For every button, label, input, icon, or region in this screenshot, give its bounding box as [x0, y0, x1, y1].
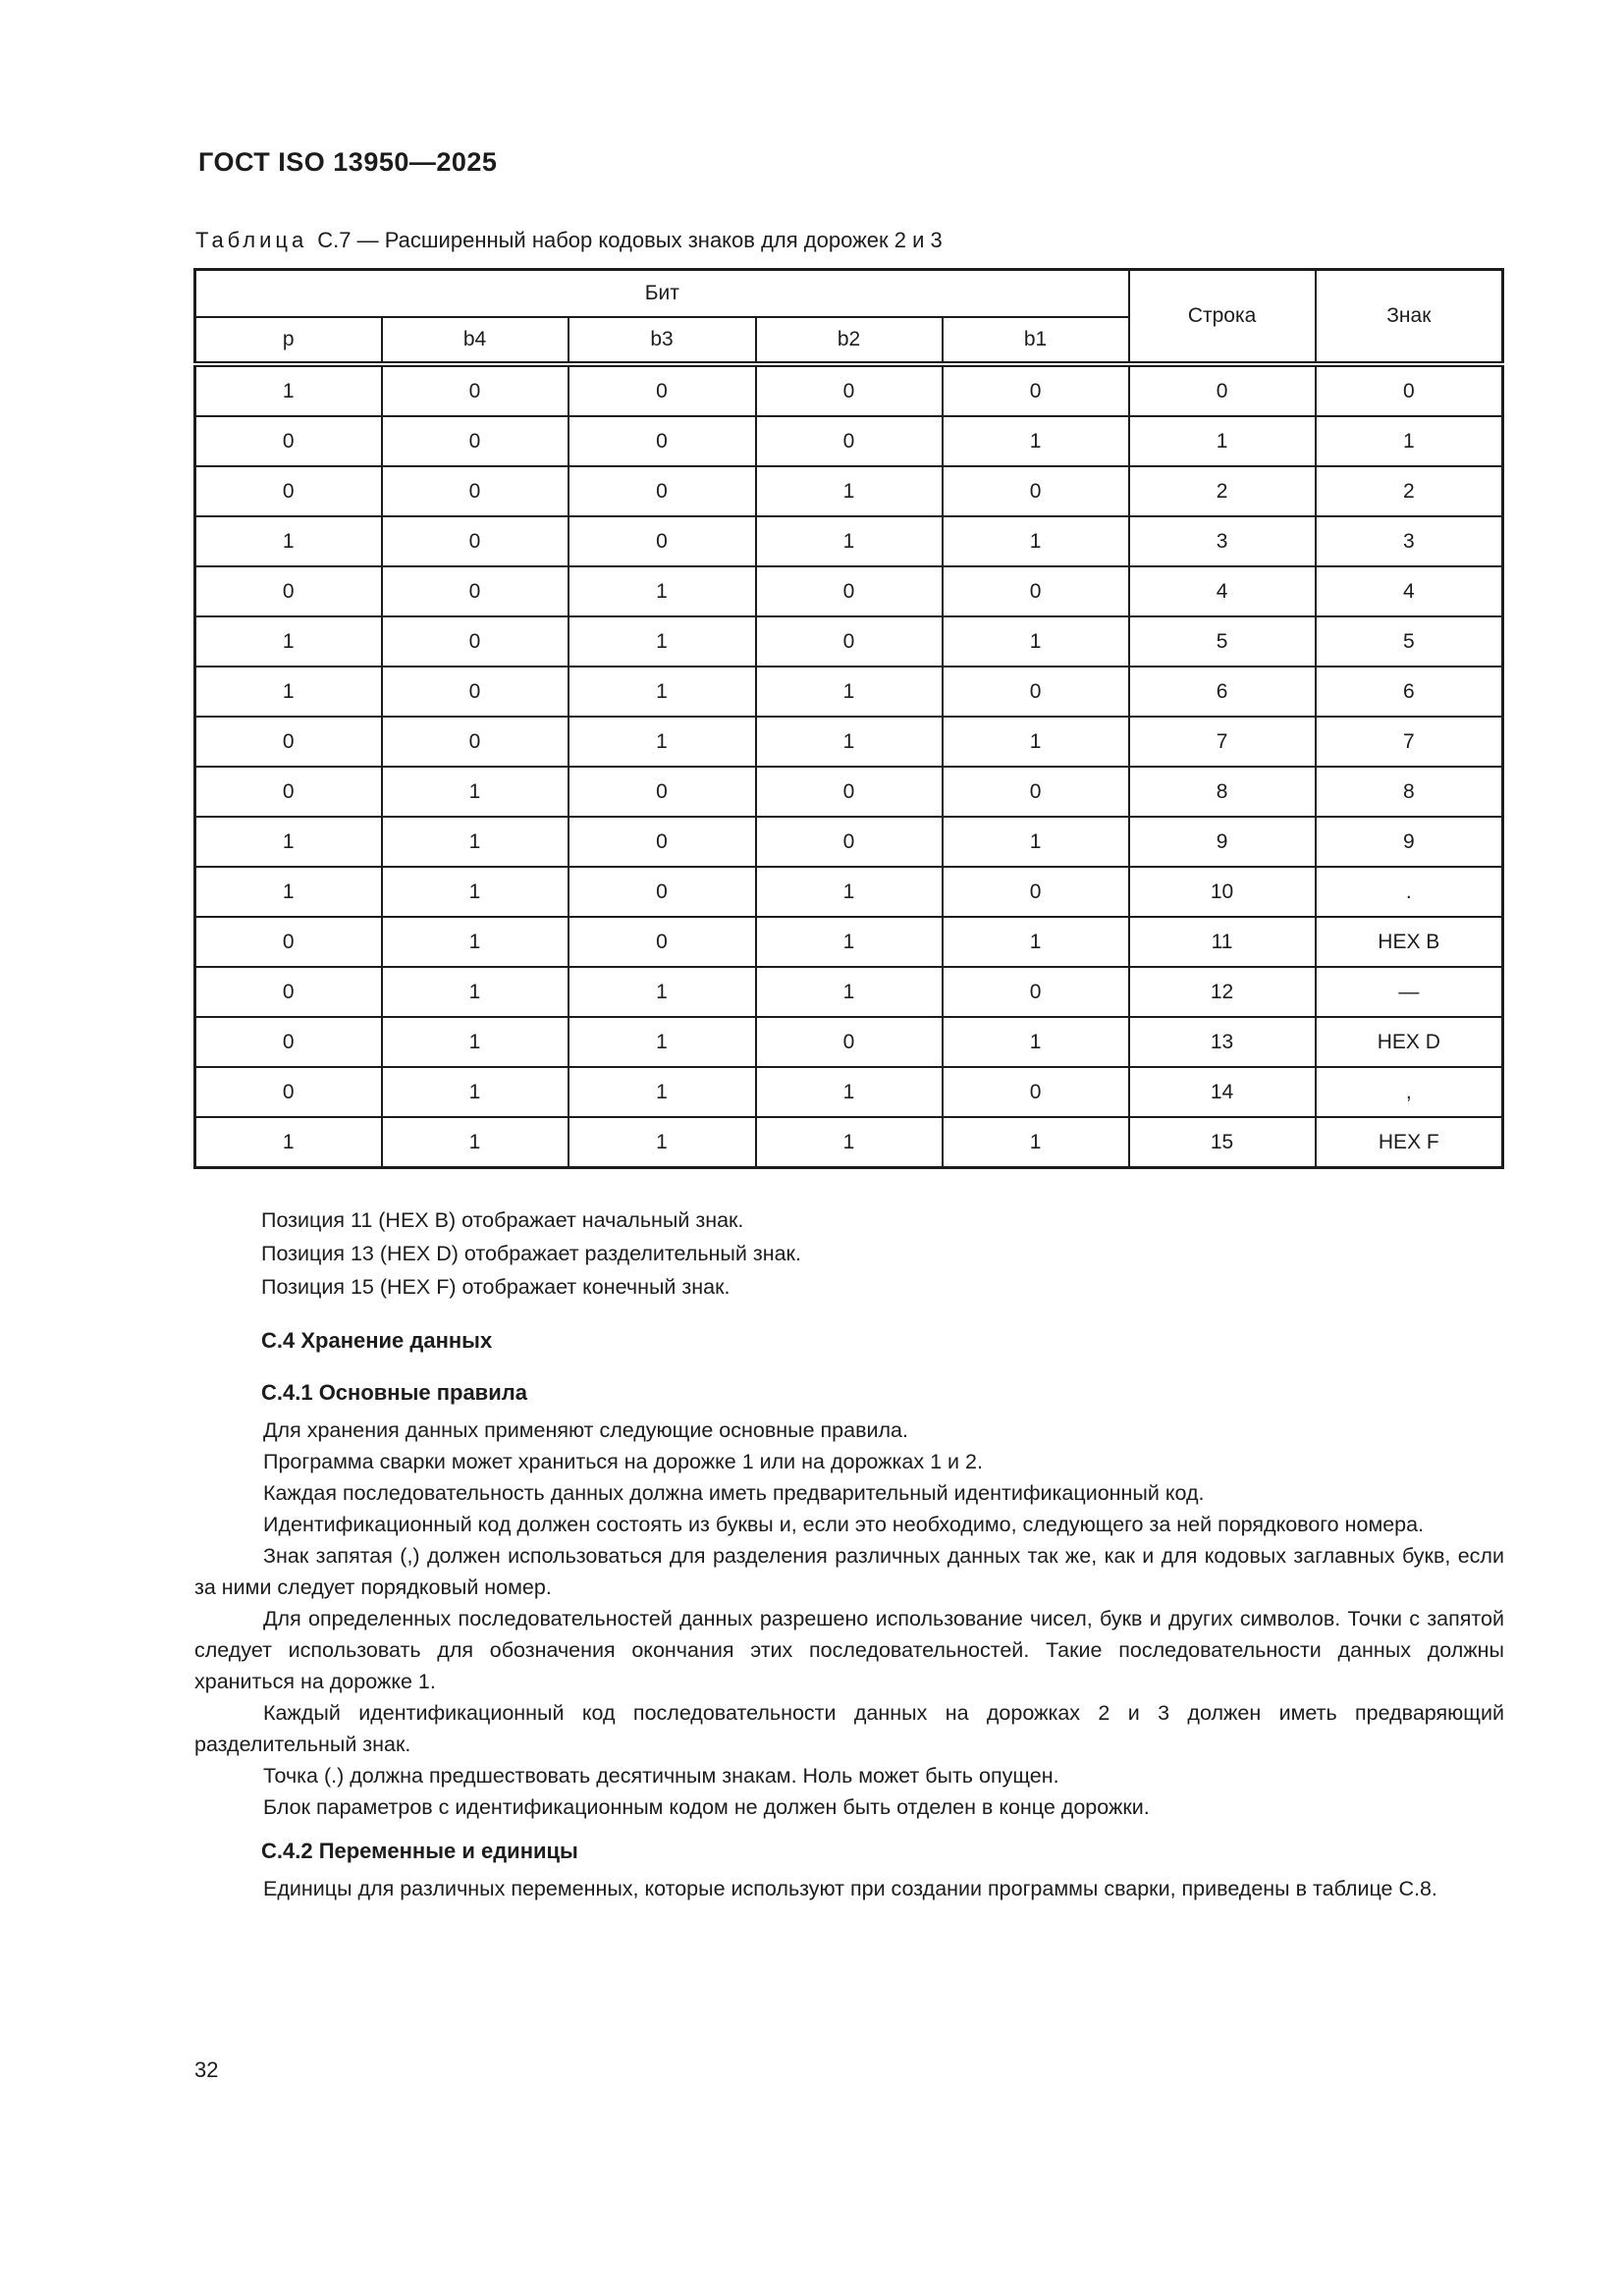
- table-cell: 1: [382, 917, 568, 967]
- table-row: [195, 616, 1503, 667]
- table-cell: 7: [1129, 717, 1316, 767]
- section-c42: [194, 1836, 1504, 1904]
- table-cell: 1: [568, 566, 756, 616]
- table-cell: 0: [943, 967, 1129, 1017]
- table-cell: 1: [756, 516, 943, 566]
- table-cell: 0: [195, 1017, 382, 1067]
- table-cell: 1: [943, 416, 1129, 466]
- table-cell: 1: [195, 667, 382, 717]
- col-header-bit: Бит: [195, 270, 1129, 318]
- table-cell: 0: [382, 566, 568, 616]
- table-cell: HEX B: [1316, 917, 1503, 967]
- section-paragraphs: [194, 1873, 1504, 1904]
- note-line: Позиция 11 (HEX B) отображает начальный знак.: [261, 1208, 744, 1232]
- table-cell: 6: [1316, 667, 1503, 717]
- table-cell: 1: [943, 917, 1129, 967]
- table-row: [195, 867, 1503, 917]
- table-row: [195, 817, 1503, 867]
- table-cell: 1: [568, 967, 756, 1017]
- table-cell: 1: [568, 1017, 756, 1067]
- paragraph: Программа сварки может храниться на дорожке 1 или на дорожках 1 и 2.: [263, 1450, 983, 1473]
- table-cell: HEX F: [1316, 1117, 1503, 1168]
- paragraph: Точка (.) должна предшествовать десятичным знакам. Ноль может быть опущен.: [263, 1764, 1059, 1788]
- table-cell: 0: [568, 867, 756, 917]
- table-cell: 1: [756, 466, 943, 516]
- table-cell: 1: [943, 516, 1129, 566]
- note-line: Позиция 15 (HEX F) отображает конечный знак.: [261, 1275, 731, 1299]
- code-table-container: [193, 268, 1503, 1169]
- table-cell: 1: [943, 616, 1129, 667]
- table-cell: 1: [382, 867, 568, 917]
- table-header-row-group: [195, 270, 1503, 318]
- table-cell: 0: [1129, 364, 1316, 416]
- table-cell: 9: [1316, 817, 1503, 867]
- table-row: [195, 1117, 1503, 1168]
- table-cell: 0: [195, 416, 382, 466]
- document-title: ГОСТ ISO 13950—2025: [198, 147, 498, 177]
- table-cell: 1: [756, 1117, 943, 1168]
- col-header-stroka: Строка: [1129, 270, 1316, 365]
- col-header-p: p: [195, 317, 382, 364]
- table-cell: 1: [382, 817, 568, 867]
- table-cell: 0: [568, 516, 756, 566]
- table-row: [195, 967, 1503, 1017]
- table-row: [195, 416, 1503, 466]
- table-cell: 1: [756, 717, 943, 767]
- table-row: [195, 364, 1503, 416]
- table-cell: 1: [195, 1117, 382, 1168]
- table-cell: 0: [756, 616, 943, 667]
- table-cell: .: [1316, 867, 1503, 917]
- page-number: 32: [194, 2057, 219, 2082]
- paragraph: Идентификационный код должен состоять из буквы и, если это необходимо, следующего за ней порядкового номера.: [263, 1513, 1425, 1536]
- table-cell: 13: [1129, 1017, 1316, 1067]
- table-cell: 2: [1316, 466, 1503, 516]
- table-cell: 0: [943, 466, 1129, 516]
- table-cell: 0: [382, 717, 568, 767]
- table-row: [195, 917, 1503, 967]
- table-row: [195, 1017, 1503, 1067]
- table-cell: 1: [568, 1067, 756, 1117]
- table-row: [195, 717, 1503, 767]
- table-cell: 1: [943, 717, 1129, 767]
- table-notes: [261, 1203, 1504, 1304]
- table-cell: 0: [943, 667, 1129, 717]
- table-cell: 0: [756, 1017, 943, 1067]
- table-cell: 0: [756, 416, 943, 466]
- table-cell: 1: [1316, 416, 1503, 466]
- table-cell: 0: [568, 416, 756, 466]
- table-cell: 1: [195, 616, 382, 667]
- table-cell: 0: [382, 616, 568, 667]
- table-cell: 0: [382, 667, 568, 717]
- table-cell: 0: [195, 466, 382, 516]
- code-table-head: [195, 270, 1503, 365]
- col-header-b1: b1: [943, 317, 1129, 364]
- table-cell: 0: [195, 967, 382, 1017]
- table-cell: 0: [568, 767, 756, 817]
- table-cell: 1: [756, 1067, 943, 1117]
- table-cell: 0: [195, 717, 382, 767]
- table-row: [195, 1067, 1503, 1117]
- table-cell: 0: [195, 566, 382, 616]
- table-cell: 1: [195, 867, 382, 917]
- table-cell: 1: [195, 516, 382, 566]
- table-cell: 0: [756, 817, 943, 867]
- table-cell: 10: [1129, 867, 1316, 917]
- paragraph: Единицы для различных переменных, которые используют при создании программы сварки, приведены в таблице С.8.: [263, 1877, 1437, 1900]
- table-cell: 1: [756, 667, 943, 717]
- table-cell: 0: [195, 917, 382, 967]
- col-header-znak: Знак: [1316, 270, 1503, 365]
- note-line: Позиция 13 (HEX D) отображает разделительный знак.: [261, 1242, 801, 1265]
- code-table-body: [195, 364, 1503, 1168]
- table-cell: —: [1316, 967, 1503, 1017]
- table-cell: HEX D: [1316, 1017, 1503, 1067]
- table-row: [195, 667, 1503, 717]
- table-cell: 0: [195, 1067, 382, 1117]
- table-row: [195, 466, 1503, 516]
- table-cell: 8: [1316, 767, 1503, 817]
- table-cell: 0: [943, 867, 1129, 917]
- table-cell: 0: [756, 566, 943, 616]
- table-cell: 0: [756, 767, 943, 817]
- table-cell: 7: [1316, 717, 1503, 767]
- table-cell: 1: [943, 817, 1129, 867]
- table-cell: 1: [568, 1117, 756, 1168]
- code-table: [193, 268, 1504, 1169]
- table-cell: 0: [756, 364, 943, 416]
- section-c4: [194, 1325, 1504, 1357]
- table-cell: 1: [568, 717, 756, 767]
- table-cell: 0: [943, 566, 1129, 616]
- table-caption-label: Таблица: [195, 228, 308, 252]
- table-cell: 1: [1129, 416, 1316, 466]
- table-cell: 0: [943, 364, 1129, 416]
- table-cell: 6: [1129, 667, 1316, 717]
- table-cell: 1: [568, 616, 756, 667]
- section-heading-c41: С.4.1 Основные правила: [261, 1380, 527, 1405]
- table-cell: 1: [382, 1067, 568, 1117]
- table-cell: 0: [195, 767, 382, 817]
- col-header-b3: b3: [568, 317, 756, 364]
- paragraph: Для определенных последовательностей данных разрешено использование чисел, букв и других символов. Точки с запятой следует использовать для обозначения окончания этих последовательностей. Такие последовательности данных должны храниться на дорожке 1.: [194, 1607, 1504, 1693]
- table-cell: 1: [195, 817, 382, 867]
- table-cell: 5: [1316, 616, 1503, 667]
- table-cell: 8: [1129, 767, 1316, 817]
- paragraph: Каждая последовательность данных должна иметь предварительный идентификационный код.: [263, 1481, 1205, 1505]
- table-cell: ,: [1316, 1067, 1503, 1117]
- section-paragraphs: [194, 1415, 1504, 1823]
- paragraph: Знак запятая (,) должен использоваться для разделения различных данных так же, как и для кодовых заглавных букв, если за ними следует порядковый номер.: [194, 1544, 1504, 1599]
- col-header-b4: b4: [382, 317, 568, 364]
- table-cell: 1: [382, 1017, 568, 1067]
- table-cell: 1: [568, 667, 756, 717]
- table-row: [195, 516, 1503, 566]
- table-cell: 0: [382, 516, 568, 566]
- table-caption-text: С.7 — Расширенный набор кодовых знаков для дорожек 2 и 3: [317, 228, 943, 252]
- table-cell: 4: [1316, 566, 1503, 616]
- table-cell: 0: [382, 364, 568, 416]
- table-cell: 1: [943, 1017, 1129, 1067]
- table-cell: 1: [756, 867, 943, 917]
- table-cell: 4: [1129, 566, 1316, 616]
- table-row: [195, 767, 1503, 817]
- section-c41: [194, 1377, 1504, 1823]
- table-cell: 1: [382, 1117, 568, 1168]
- table-cell: 15: [1129, 1117, 1316, 1168]
- table-row: [195, 566, 1503, 616]
- body-text: [194, 1203, 1504, 1904]
- table-cell: 1: [195, 364, 382, 416]
- table-cell: 1: [756, 917, 943, 967]
- table-caption: [195, 228, 1503, 253]
- table-cell: 0: [568, 466, 756, 516]
- col-header-b2: b2: [756, 317, 943, 364]
- table-cell: 0: [943, 1067, 1129, 1117]
- table-cell: 0: [568, 817, 756, 867]
- table-cell: 3: [1129, 516, 1316, 566]
- table-cell: 0: [382, 416, 568, 466]
- paragraph: Каждый идентификационный код последовательности данных на дорожках 2 и 3 должен иметь предваряющий разделительный знак.: [194, 1701, 1504, 1756]
- table-cell: 0: [943, 767, 1129, 817]
- table-cell: 12: [1129, 967, 1316, 1017]
- table-cell: 9: [1129, 817, 1316, 867]
- table-cell: 2: [1129, 466, 1316, 516]
- table-cell: 0: [1316, 364, 1503, 416]
- table-cell: 14: [1129, 1067, 1316, 1117]
- table-cell: 3: [1316, 516, 1503, 566]
- table-cell: 1: [382, 967, 568, 1017]
- table-cell: 0: [568, 917, 756, 967]
- table-cell: 0: [382, 466, 568, 516]
- table-cell: 0: [568, 364, 756, 416]
- section-heading-c4: С.4 Хранение данных: [261, 1328, 493, 1353]
- paragraph: Для хранения данных применяют следующие основные правила.: [263, 1418, 908, 1442]
- table-cell: 1: [756, 967, 943, 1017]
- paragraph: Блок параметров с идентификационным кодом не должен быть отделен в конце дорожки.: [263, 1795, 1150, 1819]
- section-heading-c42: С.4.2 Переменные и единицы: [261, 1839, 578, 1863]
- table-cell: 5: [1129, 616, 1316, 667]
- table-cell: 1: [943, 1117, 1129, 1168]
- table-cell: 1: [382, 767, 568, 817]
- table-cell: 11: [1129, 917, 1316, 967]
